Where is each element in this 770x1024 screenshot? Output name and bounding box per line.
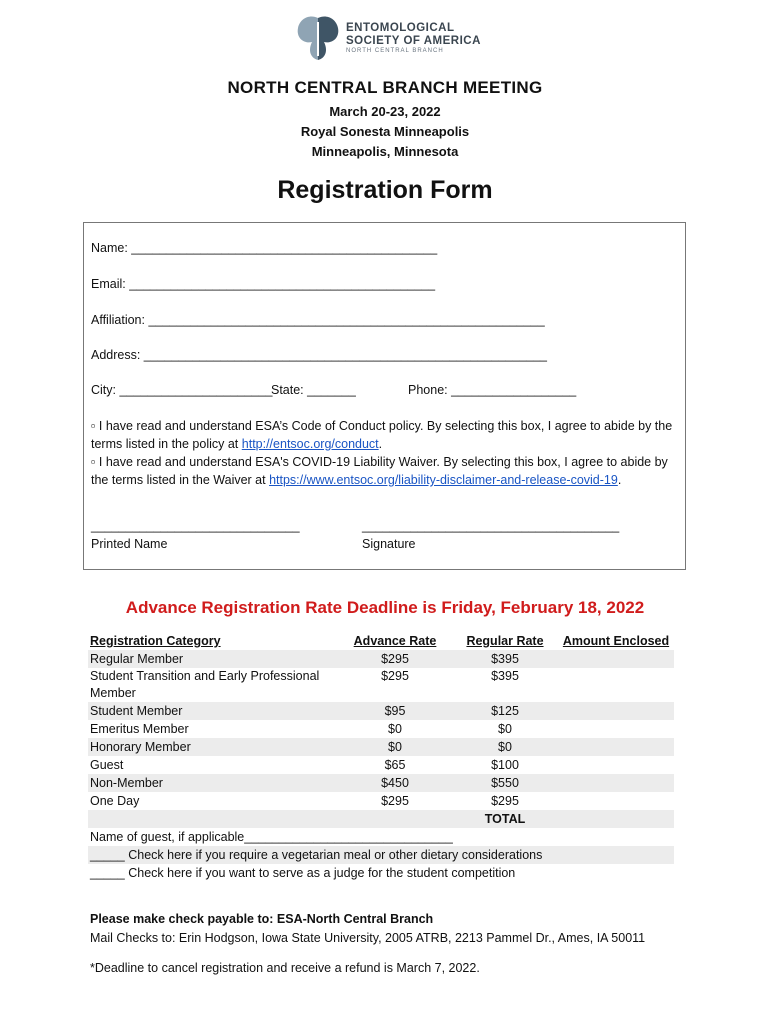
meeting-city: Minneapolis, Minnesota — [311, 144, 459, 159]
table-row: Student Member $95 $125 — [88, 702, 674, 720]
logo-wordmark: ENTOMOLOGICAL SOCIETY OF AMERICA — [346, 22, 481, 47]
signature-label: Signature — [362, 537, 416, 551]
conduct-statement-text: ▫ I have read and understand ESA’s Code of Conduct policy. By selecting this box, I agree to abide by the terms listed in the policy at — [91, 419, 673, 451]
table-row: Non-Member $450 $550 — [88, 774, 674, 792]
table-row: Honorary Member $0 $0 — [88, 738, 674, 756]
registration-fields-box — [83, 222, 686, 570]
total-label: TOTAL — [484, 812, 526, 826]
guest-name-field[interactable]: Name of guest, if applicable______________________________ — [90, 830, 453, 844]
email-field[interactable]: Email: ____________________________________________ — [91, 277, 436, 291]
rates-table — [88, 632, 674, 828]
advance-deadline-heading: Advance Registration Rate Deadline is Friday, February 18, 2022 — [125, 598, 645, 617]
printed-name-label: Printed Name — [91, 537, 168, 551]
table-row: One Day $295 $295 — [90, 794, 519, 808]
vegetarian-check-line[interactable]: _____ Check here if you require a vegetarian meal or other dietary considerations — [88, 846, 674, 864]
meeting-venue: Royal Sonesta Minneapolis — [300, 124, 470, 139]
form-title: Registration Form — [277, 176, 493, 204]
rates-header-row — [88, 632, 674, 650]
signature-line[interactable]: _____________________________________ — [362, 519, 620, 533]
payable-to-text: Please make check payable to: ESA-North Central Branch — [90, 912, 434, 926]
judge-check-line[interactable]: _____ Check here if you want to serve as a judge for the student competition — [90, 866, 516, 880]
conduct-checkbox-statement[interactable]: ▫ I have read and understand ESA’s Code of Conduct policy. By selecting this box, I agree to abide by the terms listed in the policy at http://entsoc.org/conduct. — [91, 419, 673, 451]
mail-checks-text: Mail Checks to: Erin Hodgson, Iowa State University, 2005 ATRB, 2213 Pammel Dr., Ames, IA 50011 — [90, 931, 646, 945]
meeting-title: NORTH CENTRAL BRANCH MEETING — [227, 78, 543, 97]
extras-block — [88, 828, 674, 882]
conduct-link[interactable]: http://entsoc.org/conduct — [241, 437, 379, 451]
total-row — [88, 810, 674, 828]
covid-waiver-link[interactable]: https://www.entsoc.org/liability-disclaimer-and-release-covid-19 — [269, 473, 618, 487]
printed-name-line[interactable]: ______________________________ — [91, 519, 300, 533]
header-regular-rate: Regular Rate — [466, 634, 544, 648]
header-advance-rate: Advance Rate — [353, 634, 437, 648]
covid-statement-text: ▫ I have read and understand ESA's COVID-19 Liability Waiver. By selecting this box, I agree to abide by the terms listed in the Waiver at — [91, 455, 668, 487]
city-field[interactable]: City: ______________________ — [91, 383, 273, 397]
table-row: Guest $65 $100 — [90, 758, 519, 772]
name-field[interactable]: Name: ____________________________________________ — [91, 241, 438, 255]
esa-logo — [292, 12, 492, 64]
header-category: Registration Category — [90, 634, 221, 648]
address-field[interactable]: Address: __________________________________________________________ — [91, 348, 548, 362]
table-row: Emeritus Member $0 $0 — [90, 722, 512, 736]
header-amount-enclosed: Amount Enclosed — [562, 634, 670, 648]
covid-checkbox-statement[interactable]: ▫ I have read and understand ESA's COVID-19 Liability Waiver. By selecting this box, I agree to abide by the terms listed in the Waiver at https://www.entsoc.org/liability-disclaimer-and-release-covid-19. — [91, 455, 668, 487]
butterfly-icon — [292, 12, 344, 64]
cancel-deadline-text: *Deadline to cancel registration and receive a refund is March 7, 2022. — [90, 961, 480, 975]
table-row: Student Transition and Early Professional Member $295 $395 — [90, 669, 519, 700]
table-row: Regular Member $295 $395 — [88, 650, 674, 668]
meeting-dates: March 20-23, 2022 — [329, 104, 441, 119]
state-field[interactable]: State: _______ — [271, 383, 356, 397]
affiliation-field[interactable]: Affiliation: _________________________________________________________ — [91, 313, 545, 327]
logo-subtitle: NORTH CENTRAL BRANCH — [346, 48, 444, 54]
phone-field[interactable]: Phone: __________________ — [408, 383, 577, 397]
